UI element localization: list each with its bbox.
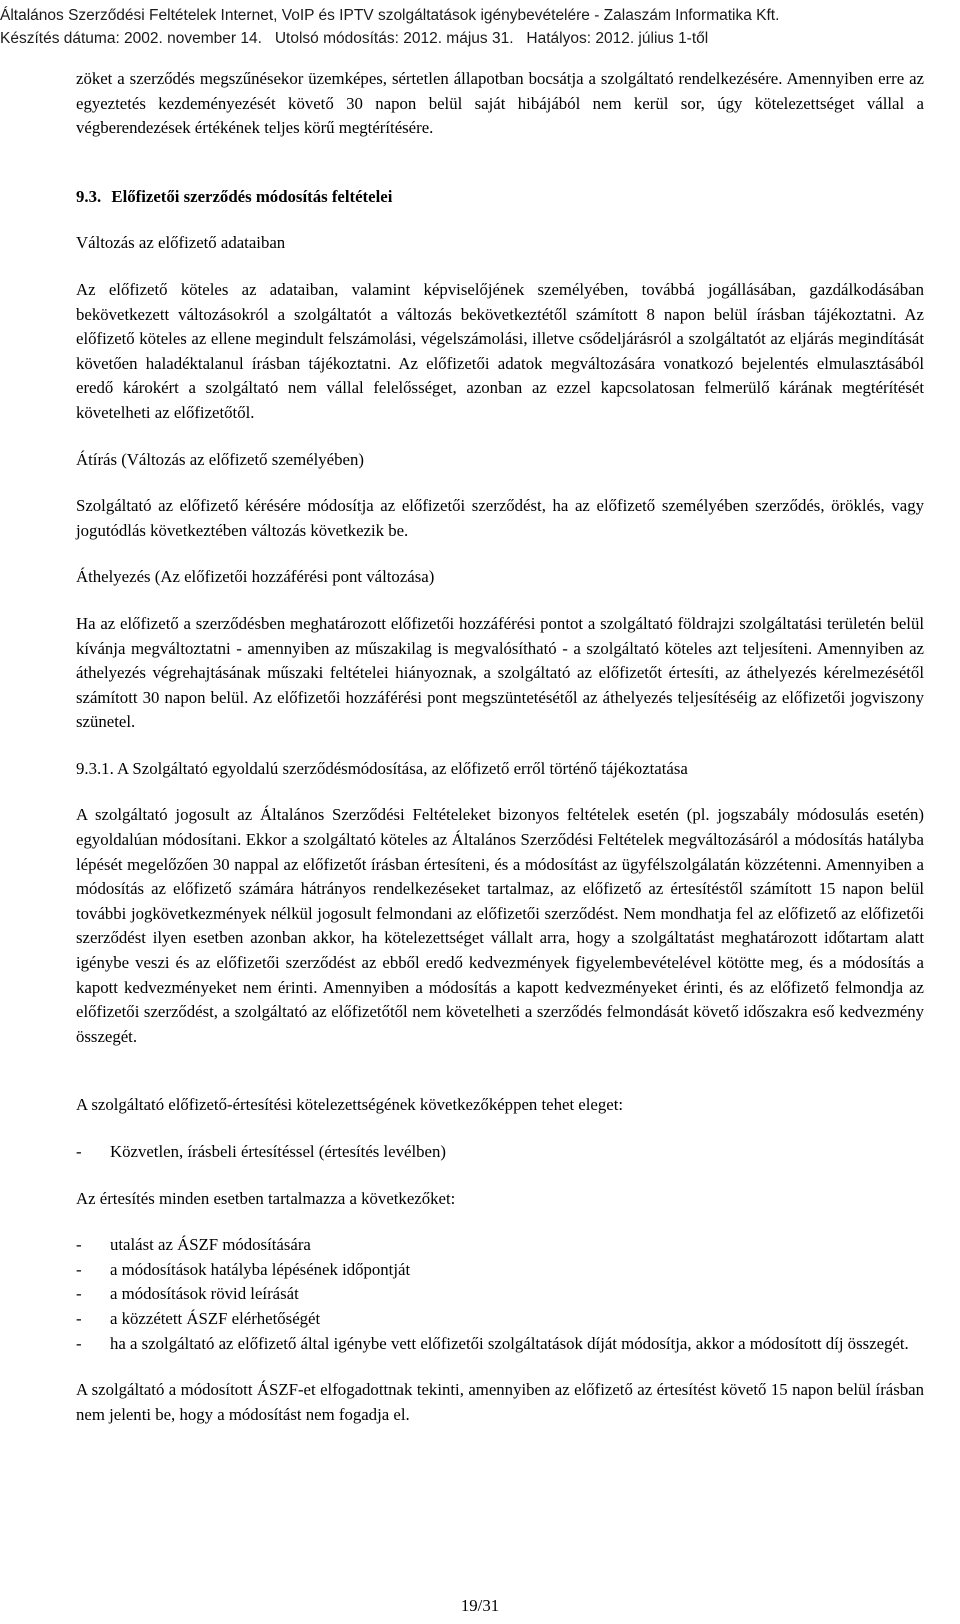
page-number: 19/31 <box>460 1596 500 1615</box>
list-item-text: a közzétett ÁSZF elérhetőségét <box>110 1308 321 1328</box>
subsection-title-data-change: Változás az előfizető adataiban <box>76 233 286 253</box>
list-item-text: Közvetlen, írásbeli értesítéssel (értesítés levélben) <box>110 1142 446 1161</box>
list-item <box>76 1258 924 1283</box>
subsection-title-unilateral-modification: 9.3.1. A Szolgáltató egyoldalú szerződésmódosítása, az előfizető erről történő tájékoztatása <box>76 758 688 778</box>
list-item <box>76 1140 924 1165</box>
paragraph-relocation: Ha az előfizető a szerződésben meghatározott előfizetői hozzáférési pontot a szolgáltató földrajzi szolgáltatási területén belül kívánja megváltoztatni - amennyiben az műszakilag is megvalósítható - a szolgáltató köteles azt teljesíteni. Amennyiben az áthelyezés végrehajtásának műszaki feltételei hiányoznak, a szolgáltató az előfizetőt értesíti, az áthelyezés kérelmezésétől számított 30 napon belül. Az előfizetői hozzáférési pont megszüntetésétől az áthelyezés teljesítéséig az előfizetői jogviszony szünetel. <box>76 613 924 732</box>
paragraph-unilateral-modification: A szolgáltató jogosult az Általános Szerződési Feltételeket bizonyos feltételek esetén (pl. jogszabály módosulás esetén) egyoldalúan módosítani. Ekkor a szolgáltató köteles az Általános Szerződési Feltételek megváltozásáról a módosítás hatályba lépését megelőzően 30 nappal az előfizetőt írásban értesíteni, és a módosítást az ügyfélszolgálatán közzétenni. Amennyiben a módosítás az előfizető számára hátrányos rendelkezéseket tartalmaz, az előfizető az értesítéstől számított 15 napon belül további jogkövetkezmények nélkül jogosult felmondani az előfizetői szerződést. Nem mondhatja fel az előfizető az előfizetői szerződést ilyen esetben azonban akkor, ha kötelezettséget vállalt arra, hogy a szolgáltatást meghatározott időtartam alatt igénybe veszi és az előfizetői szerződést az ebből eredő kedvezmények figyelembevételével kötötte meg, és a módosítás a kapott kedvezményeket nem érinti. Amennyiben a módosítás a kapott kedvezményeket érinti, és az előfizető felmondja az előfizetői szerződést, a szolgáltató az előfizetőtől nem követelheti a szerződés felmondását követő időszakra eső kedvezmény összegét. <box>76 805 924 1046</box>
list-dash: - <box>76 1284 82 1304</box>
page-header <box>0 4 960 50</box>
notify-method-list <box>76 1140 924 1165</box>
list-dash: - <box>76 1308 82 1328</box>
paragraph-data-change: Az előfizető köteles az adataiban, valamint képviselőjének személyében, továbbá jogállásában, gazdálkodásában bekövetkezett változásokról a szolgáltatót a változás bekövetkeztétől számított 8 napon belül írásban tájékoztatni. Az előfizető köteles az ellene megindult felszámolási, végelszámolási, illetve csődeljárásról a szolgáltatót az eljárás megindítását követően haladéktalanul írásban tájékoztatni. Az előfizetői adatok megváltozására vonatkozó bejelentés elmulasztásából eredő károkért a szolgáltató nem vállal felelősséget, azonban az ezzel kapcsolatosan felmerülő kárának megtérítését követelheti az előfizetőtől. <box>76 279 924 422</box>
document-body <box>76 67 924 1427</box>
list-dash: - <box>76 1235 82 1255</box>
notification-contents-list <box>76 1233 924 1356</box>
list-item-text: a módosítások rövid leírását <box>110 1284 299 1304</box>
paragraph-contents-intro: Az értesítés minden esetben tartalmazza a következőket: <box>76 1188 456 1208</box>
list-item <box>76 1282 924 1307</box>
subsection-title-relocation: Áthelyezés (Az előfizetői hozzáférési pont változása) <box>76 567 435 587</box>
header-title: Általános Szerződési Feltételek Internet, VoIP és IPTV szolgáltatások igénybevételére - Zalaszám Informatika Kft. <box>0 7 780 24</box>
section-number: 9.3. <box>76 186 102 206</box>
list-item-text: ha a szolgáltató az előfizető által igénybe vett előfizetői szolgáltatások díját módosítja, akkor a módosított díj összegét. <box>110 1333 909 1353</box>
paragraph-notify-intro: A szolgáltató előfizető-értesítési kötelezettségének következőképpen tehet eleget: <box>76 1095 624 1115</box>
list-item <box>76 1307 924 1332</box>
section-heading <box>76 185 924 210</box>
paragraph-transfer: Szolgáltató az előfizető kérésére módosítja az előfizetői szerződést, ha az előfizető személyében szerződés, öröklés, vagy jogutódlás következtében változás következik be. <box>76 496 924 540</box>
list-dash: - <box>76 1142 82 1161</box>
list-item-text: utalást az ÁSZF módosítására <box>110 1235 311 1255</box>
list-dash: - <box>76 1333 82 1353</box>
list-dash: - <box>76 1259 82 1279</box>
continuation-paragraph: zöket a szerződés megszűnésekor üzemképes, sértetlen állapotban bocsátja a szolgáltató rendelkezésére. Amennyiben erre az egyeztetés kezdeményezését követő 30 napon belül saját hibájából nem kerül sor, úgy kötelezettséget vállal a végberendezések értékének teljes körű megtérítésére. <box>76 69 924 138</box>
subsection-title-transfer: Átírás (Változás az előfizető személyében) <box>76 449 364 469</box>
header-dates: Készítés dátuma: 2002. november 14. Utolsó módosítás: 2012. május 31. Hatályos: 2012. július 1-től <box>0 30 709 47</box>
paragraph-final: A szolgáltató a módosított ÁSZF-et elfogadottnak tekinti, amennyiben az előfizető az értesítést követő 15 napon belül írásban nem jelenti be, hogy a módosítást nem fogadja el. <box>76 1380 924 1424</box>
list-item <box>76 1332 924 1357</box>
list-item-text: a módosítások hatályba lépésének időpontját <box>110 1259 411 1279</box>
section-title: Előfizetői szerződés módosítás feltételei <box>111 186 393 206</box>
list-item <box>76 1233 924 1258</box>
